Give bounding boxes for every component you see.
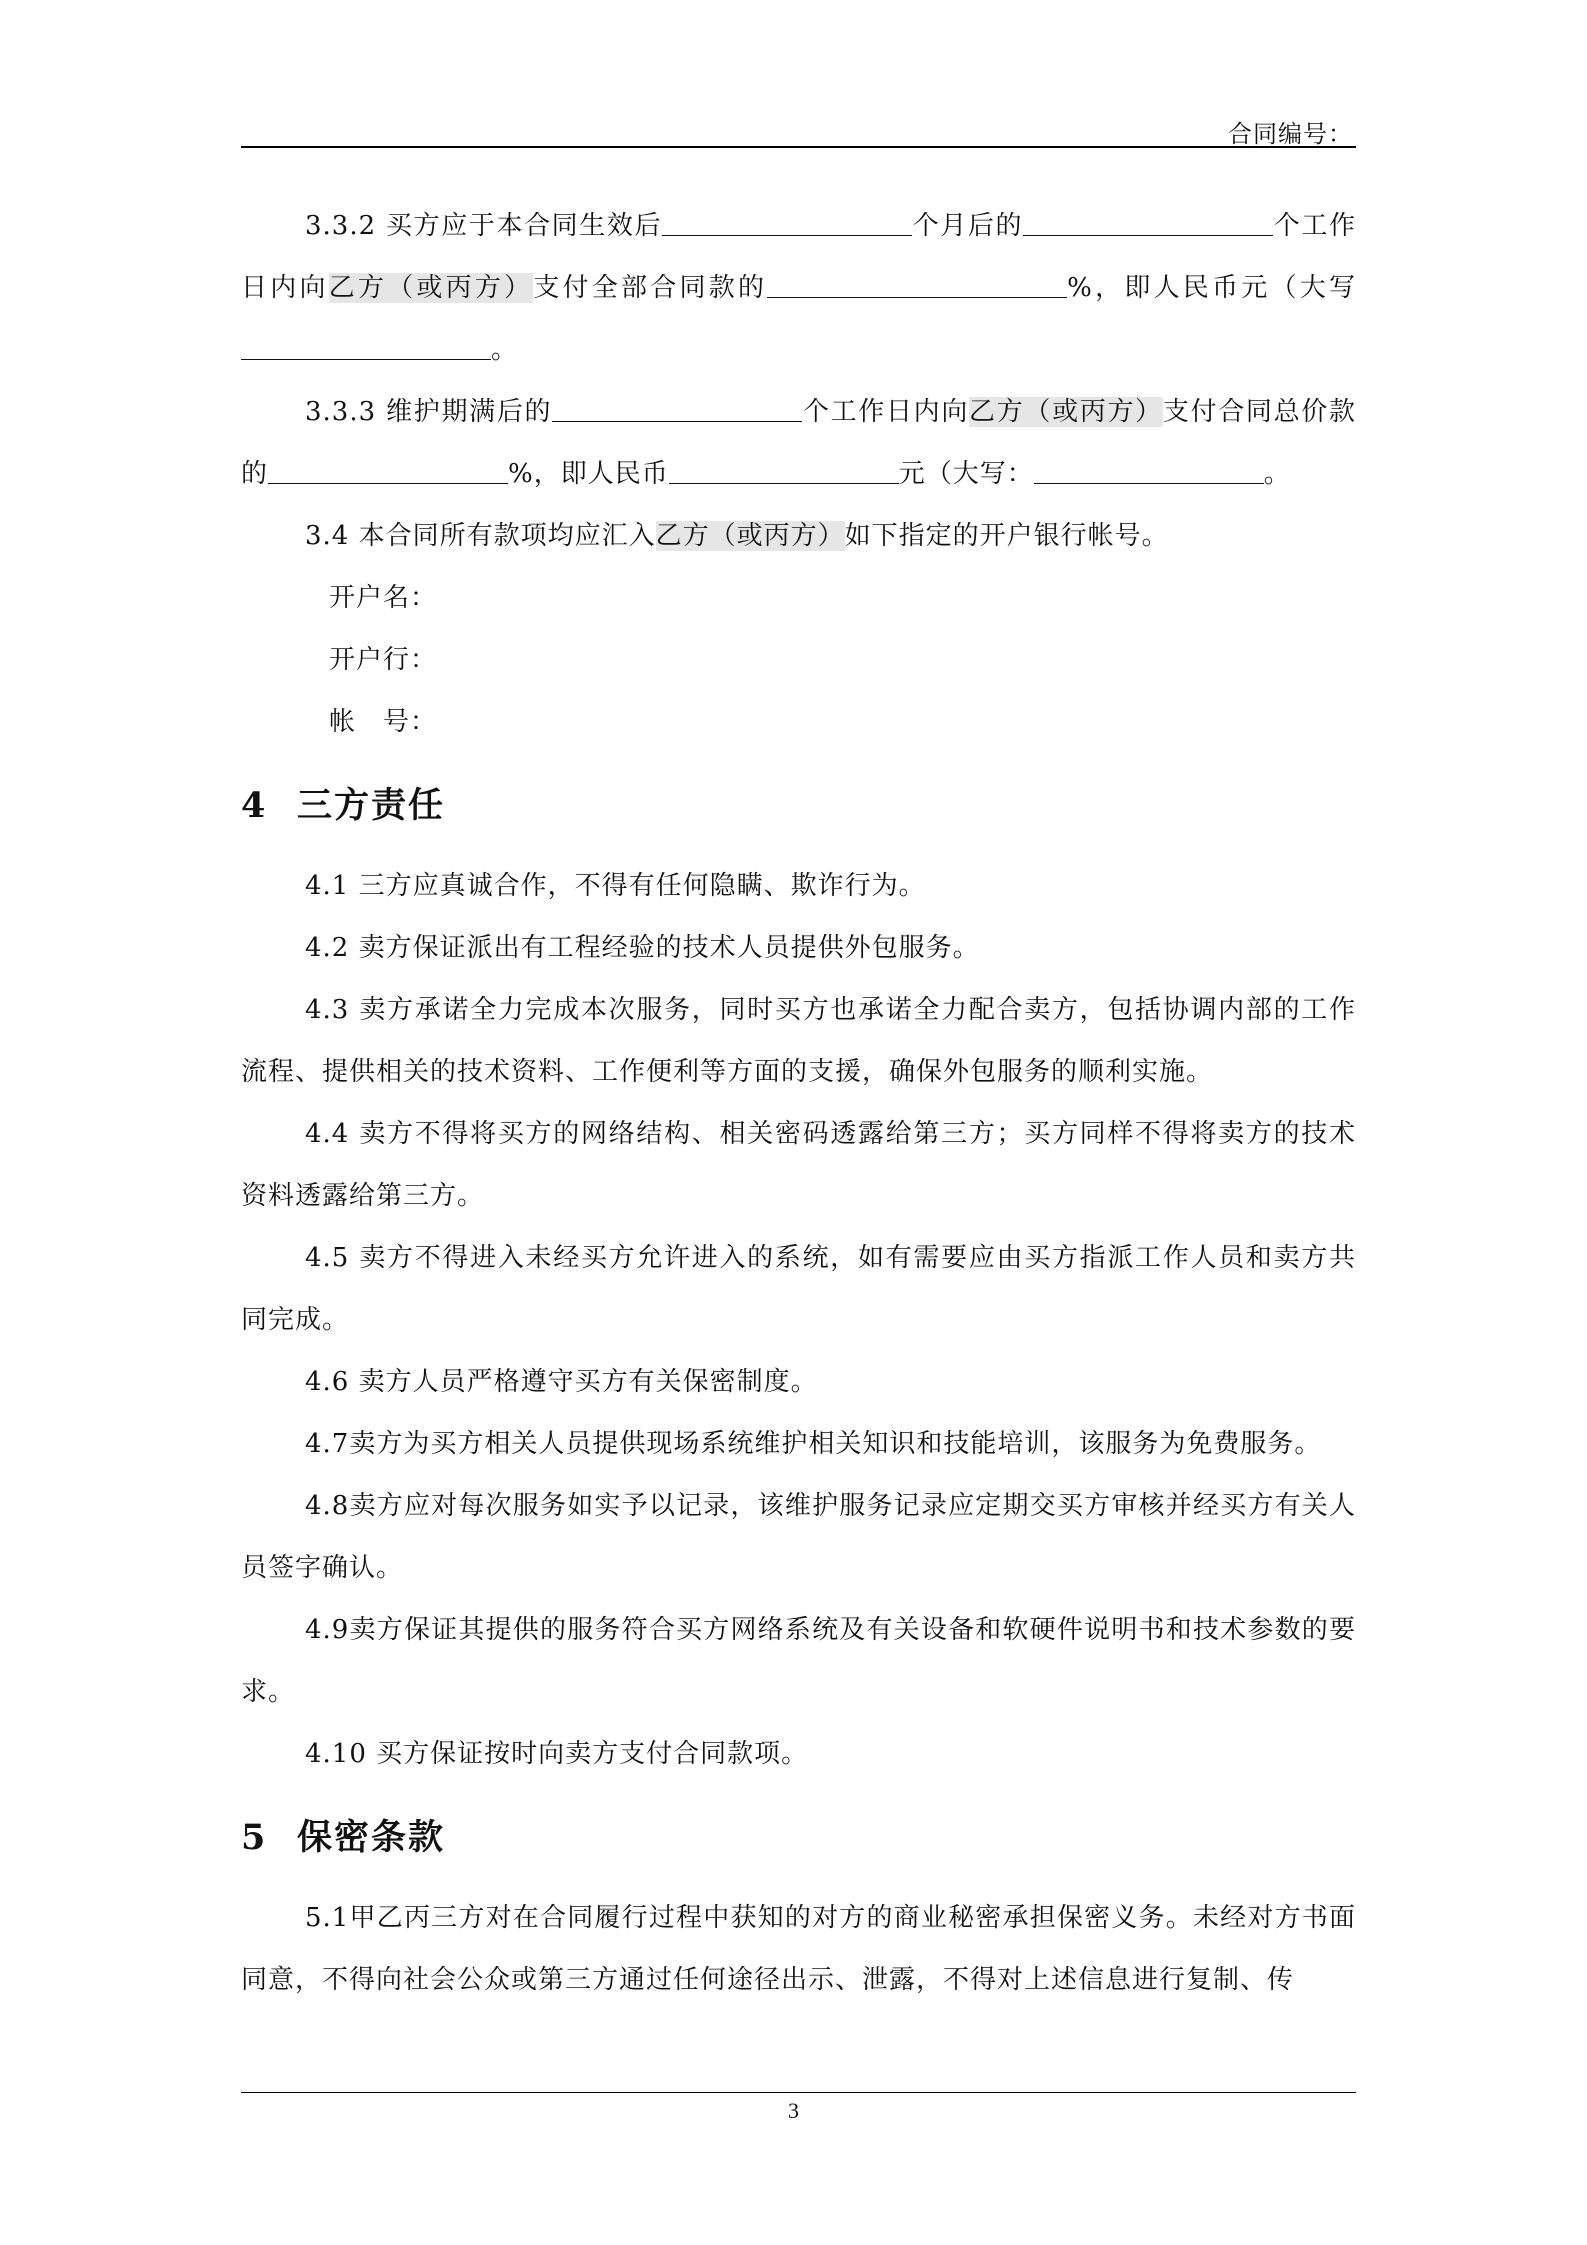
contract-number-label: 合同编号： bbox=[1228, 120, 1353, 148]
section-title: 保密条款 bbox=[297, 1817, 446, 1858]
blank-field bbox=[268, 457, 508, 484]
blank-field bbox=[669, 457, 899, 484]
blank-field bbox=[552, 395, 802, 422]
section-title: 三方责任 bbox=[297, 785, 446, 826]
blank-field bbox=[1023, 209, 1273, 236]
blank-field bbox=[662, 209, 912, 236]
clause-text: %，即人民币 bbox=[1067, 273, 1242, 303]
clause-3-3-2 bbox=[241, 195, 1356, 381]
clause-4-9: 4.9卖方保证其提供的服务符合买方网络系统及有关设备和软硬件说明书和技术参数的要求。 bbox=[241, 1615, 1356, 1707]
clause-text: 个工作日内向 bbox=[802, 397, 970, 427]
section-heading-5 bbox=[241, 1803, 1356, 1873]
clause-4-10: 4.10 买方保证按时向卖方支付合同款项。 bbox=[305, 1739, 809, 1769]
clause-4-8: 4.8卖方应对每次服务如实予以记录，该维护服务记录应定期交买方审核并经买方有关人员签字确认。 bbox=[241, 1491, 1356, 1583]
page-number: 3 bbox=[788, 2098, 799, 2123]
clause-text: 支付全部合同款的 bbox=[533, 273, 768, 303]
clause-text: 3.3.3 维护期满后的 bbox=[305, 397, 553, 427]
clause-4-4: 4.4 卖方不得将买方的网络结构、相关密码透露给第三方；买方同样不得将卖方的技术资料透露给第三方。 bbox=[241, 1119, 1356, 1211]
blank-field bbox=[1034, 457, 1264, 484]
clause-3-3-3 bbox=[241, 381, 1356, 505]
clause-text: 个工作日内向 bbox=[241, 211, 1356, 303]
party-highlight: 乙方（或丙方） bbox=[969, 397, 1163, 427]
clause-text: %，即人民币 bbox=[508, 459, 669, 489]
clause-text: 。 bbox=[1263, 459, 1291, 489]
account-name-label: 开户名： bbox=[329, 583, 438, 613]
clause-4-1: 4.1 三方应真诚合作，不得有任何隐瞒、欺诈行为。 bbox=[305, 871, 926, 901]
section-number: 4 bbox=[241, 785, 268, 826]
blank-field bbox=[767, 271, 1067, 298]
clause-text: 。 bbox=[491, 335, 519, 365]
clause-text: 3.3.2 买方应于本合同生效后 bbox=[305, 211, 663, 241]
party-highlight: 乙方（或丙方） bbox=[655, 521, 845, 551]
clause-4-5: 4.5 卖方不得进入未经买方允许进入的系统，如有需要应由买方指派工作人员和卖方共同完成。 bbox=[241, 1243, 1356, 1335]
clause-text: 元（大写 bbox=[1241, 273, 1356, 303]
section-number: 5 bbox=[241, 1817, 268, 1858]
clause-text: 支付合同总价款的 bbox=[241, 397, 1356, 489]
clause-text: 如下指定的开户银行帐号。 bbox=[844, 521, 1169, 551]
clause-4-7: 4.7卖方为买方相关人员提供现场系统维护相关知识和技能培训，该服务为免费服务。 bbox=[305, 1429, 1322, 1459]
account-number-label: 帐 号： bbox=[329, 707, 438, 737]
clause-text: 3.4 本合同所有款项均应汇入 bbox=[305, 521, 656, 551]
section-heading-4 bbox=[241, 771, 1356, 841]
document-body bbox=[241, 195, 1356, 2011]
party-highlight: 乙方（或丙方） bbox=[328, 273, 534, 303]
blank-field bbox=[241, 333, 491, 360]
clause-5-1: 5.1甲乙丙三方对在合同履行过程中获知的对方的商业秘密承担保密义务。未经对方书面同意，不得向社会公众或第三方通过任何途径出示、泄露，不得对上述信息进行复制、传 bbox=[241, 1903, 1356, 1995]
clause-text: 元（大写： bbox=[898, 459, 1034, 489]
clause-4-6: 4.6 卖方人员严格遵守买方有关保密制度。 bbox=[305, 1367, 818, 1397]
footer-divider bbox=[241, 2092, 1356, 2093]
clause-3-4 bbox=[241, 505, 1356, 567]
account-bank-label: 开户行： bbox=[329, 645, 438, 675]
clause-4-2: 4.2 卖方保证派出有工程经验的技术人员提供外包服务。 bbox=[305, 933, 980, 963]
clause-text: 个月后的 bbox=[912, 211, 1024, 241]
clause-4-3: 4.3 卖方承诺全力完成本次服务，同时买方也承诺全力配合卖方，包括协调内部的工作流程、提供相关的技术资料、工作便利等方面的支援，确保外包服务的顺利实施。 bbox=[241, 995, 1356, 1087]
header-divider bbox=[241, 146, 1356, 148]
